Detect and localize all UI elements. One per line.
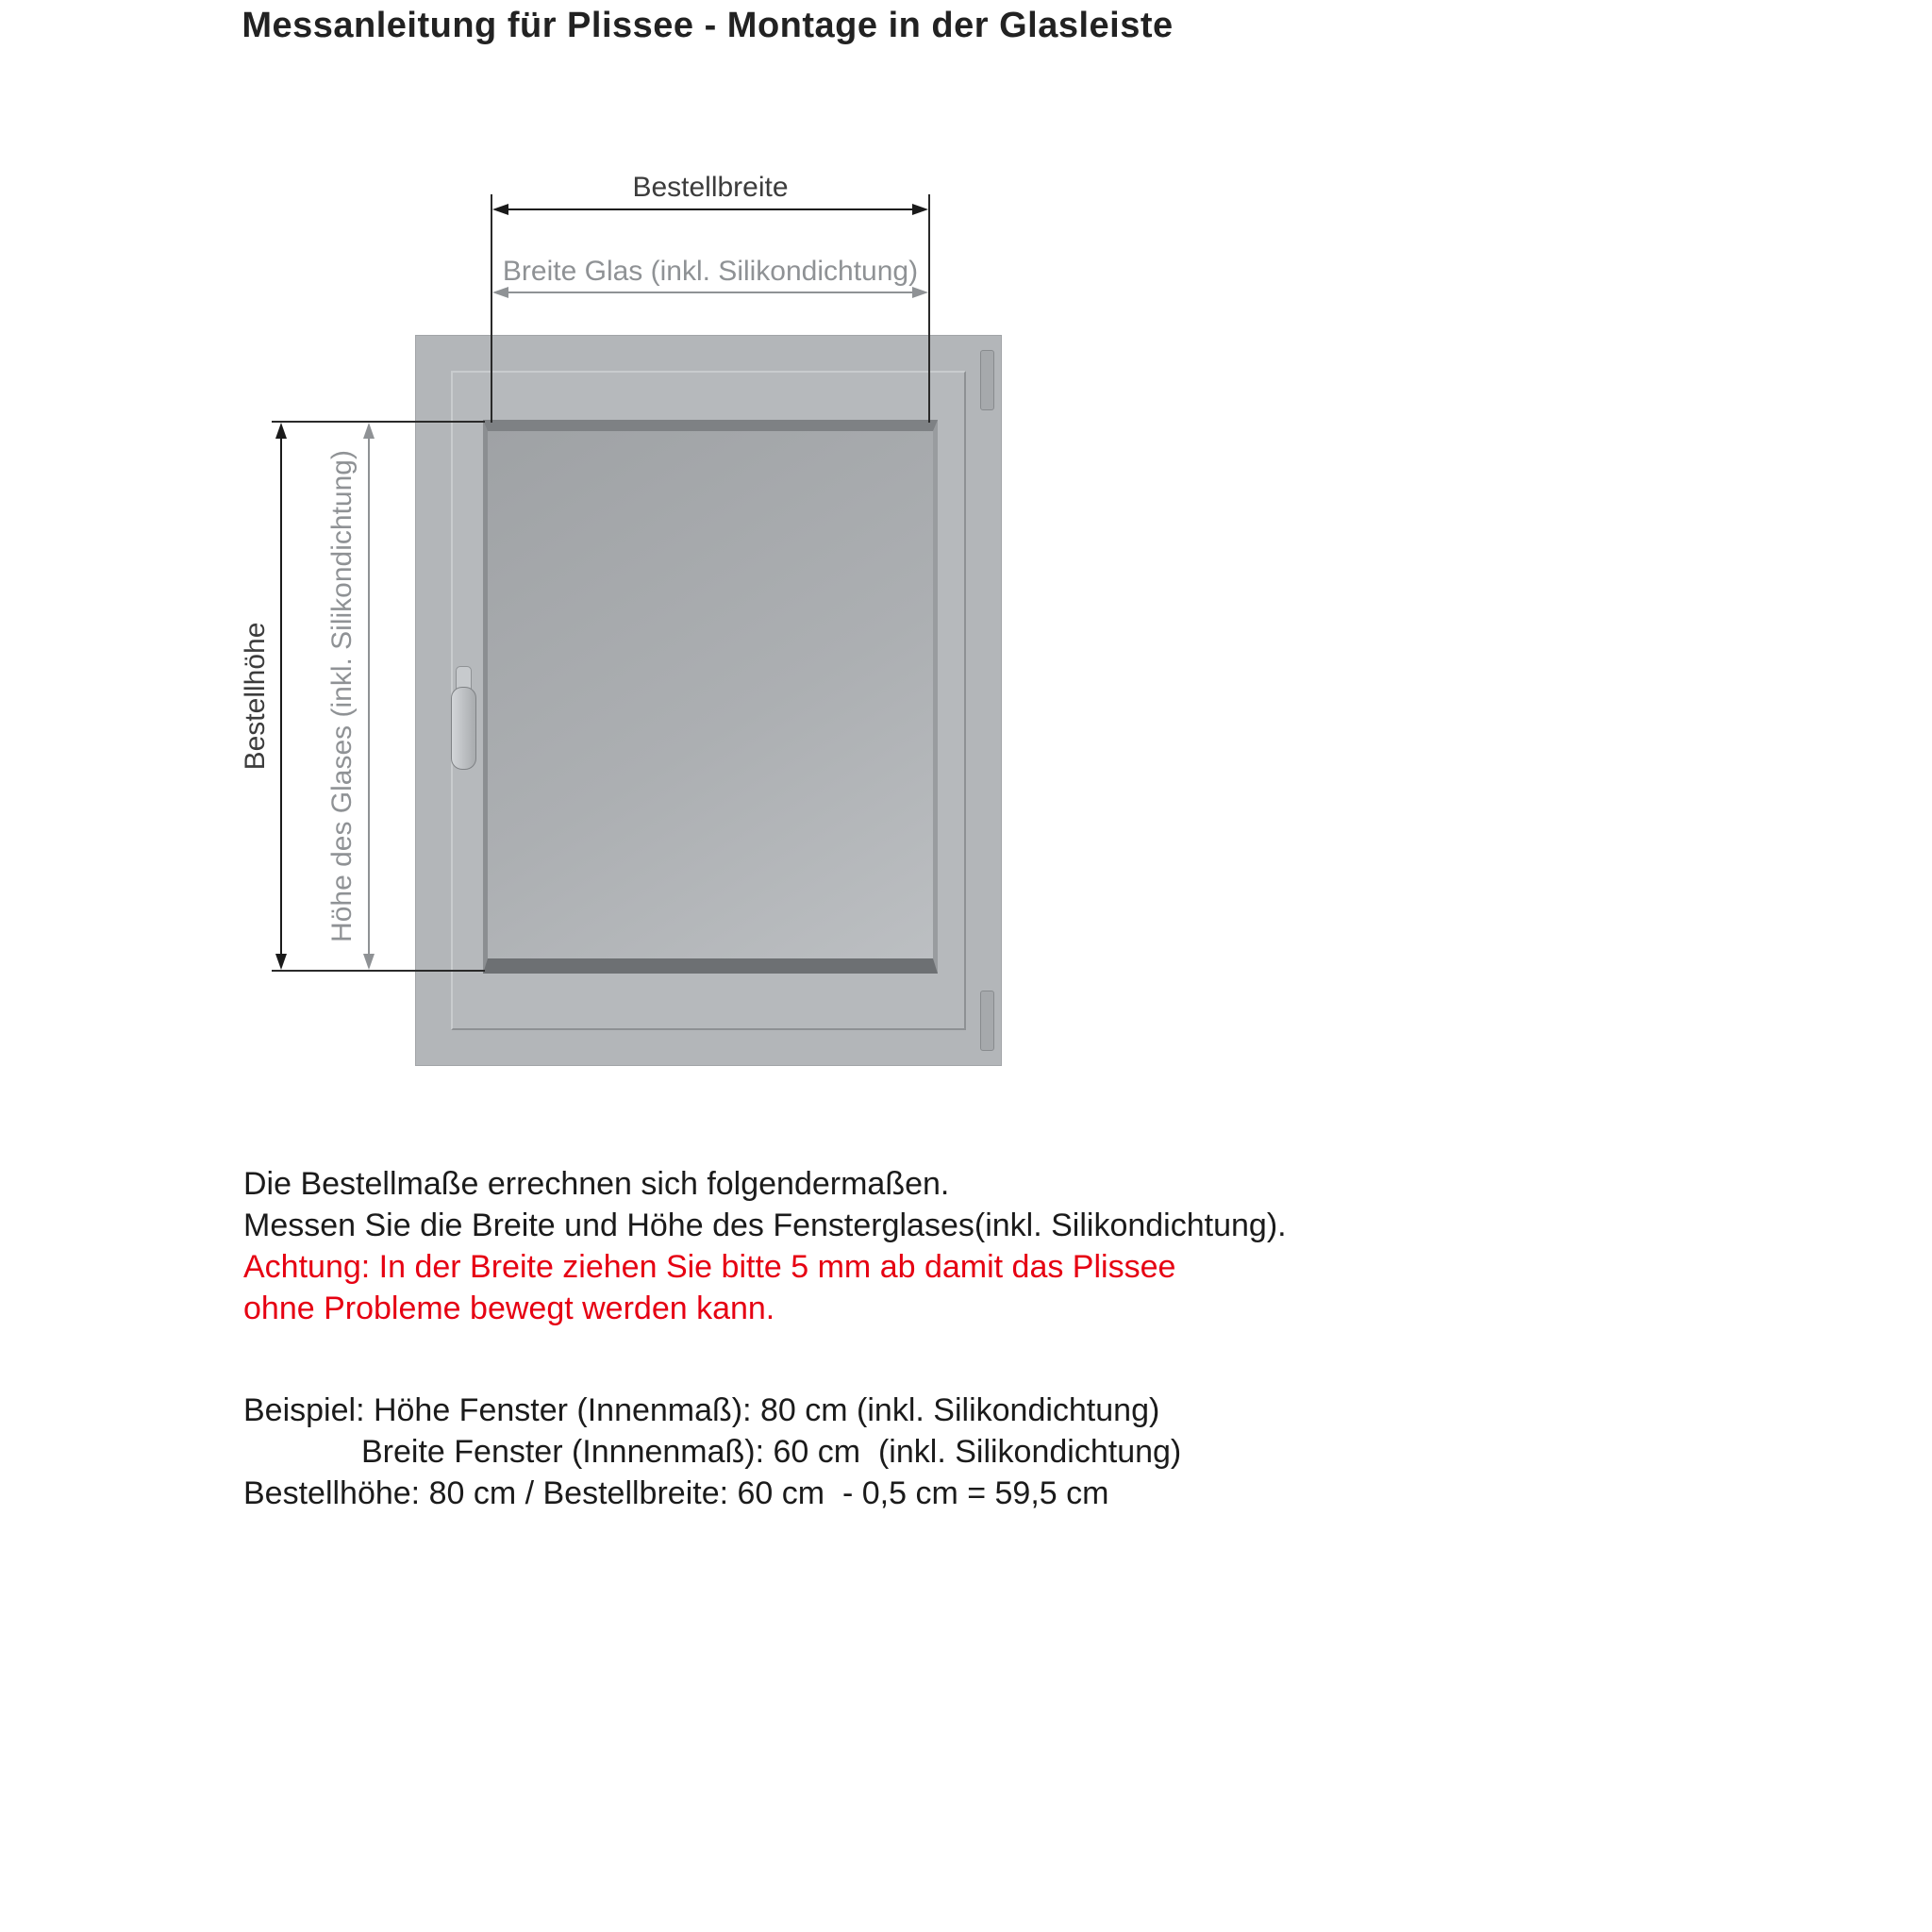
example-line3: Bestellhöhe: 80 cm / Bestellbreite: 60 cm - 0,5 cm = 59,5 cm bbox=[243, 1475, 1109, 1511]
warning-line2: ohne Probleme bewegt werden kann. bbox=[243, 1291, 775, 1326]
window-glass bbox=[483, 420, 938, 974]
order-height-arrow bbox=[275, 423, 288, 970]
hinge-bottom-icon bbox=[980, 991, 994, 1051]
arrow-shaft bbox=[506, 291, 915, 293]
order-width-arrow bbox=[492, 203, 928, 216]
window-frame bbox=[415, 335, 1002, 1066]
window-sash bbox=[451, 371, 966, 1030]
arrowhead-bottom-icon bbox=[275, 954, 287, 970]
arrow-shaft bbox=[280, 436, 282, 957]
warning-line1: Achtung: In der Breite ziehen Sie bitte 5 mm ab damit das Plissee bbox=[243, 1249, 1176, 1285]
glass-width-arrow bbox=[492, 286, 928, 299]
arrowhead-bottom-icon bbox=[363, 954, 375, 970]
example-line2: Breite Fenster (Innnenmaß): 60 cm (inkl. Silikondichtung) bbox=[361, 1434, 1182, 1470]
window-handle-icon bbox=[451, 687, 476, 770]
instruction-intro-line1: Die Bestellmaße errechnen sich folgendermaßen. bbox=[243, 1166, 950, 1202]
arrowhead-right-icon bbox=[912, 204, 928, 215]
glass-width-label: Breite Glas (inkl. Silikondichtung) bbox=[502, 256, 919, 287]
hinge-top-icon bbox=[980, 350, 994, 410]
arrowhead-right-icon bbox=[912, 287, 928, 298]
instruction-intro-line2: Messen Sie die Breite und Höhe des Fensterglases(inkl. Silikondichtung). bbox=[243, 1208, 1287, 1243]
extension-line-top-horizontal bbox=[272, 421, 485, 423]
extension-line-left-vertical bbox=[491, 194, 492, 423]
extension-line-right-vertical bbox=[928, 194, 930, 423]
order-height-label: Bestellhöhe bbox=[240, 622, 271, 771]
page-title: Messanleitung für Plissee - Montage in der Glasleiste bbox=[242, 6, 1174, 45]
glass-height-arrow bbox=[362, 423, 375, 970]
extension-line-bottom-horizontal bbox=[272, 970, 485, 972]
example-line1: Beispiel: Höhe Fenster (Innenmaß): 80 cm (inkl. Silikondichtung) bbox=[243, 1392, 1160, 1428]
arrow-shaft bbox=[368, 436, 370, 957]
glass-height-label: Höhe des Glases (inkl. Silikondichtung) bbox=[326, 450, 358, 942]
arrow-shaft bbox=[506, 208, 915, 210]
order-width-label: Bestellbreite bbox=[632, 172, 789, 203]
